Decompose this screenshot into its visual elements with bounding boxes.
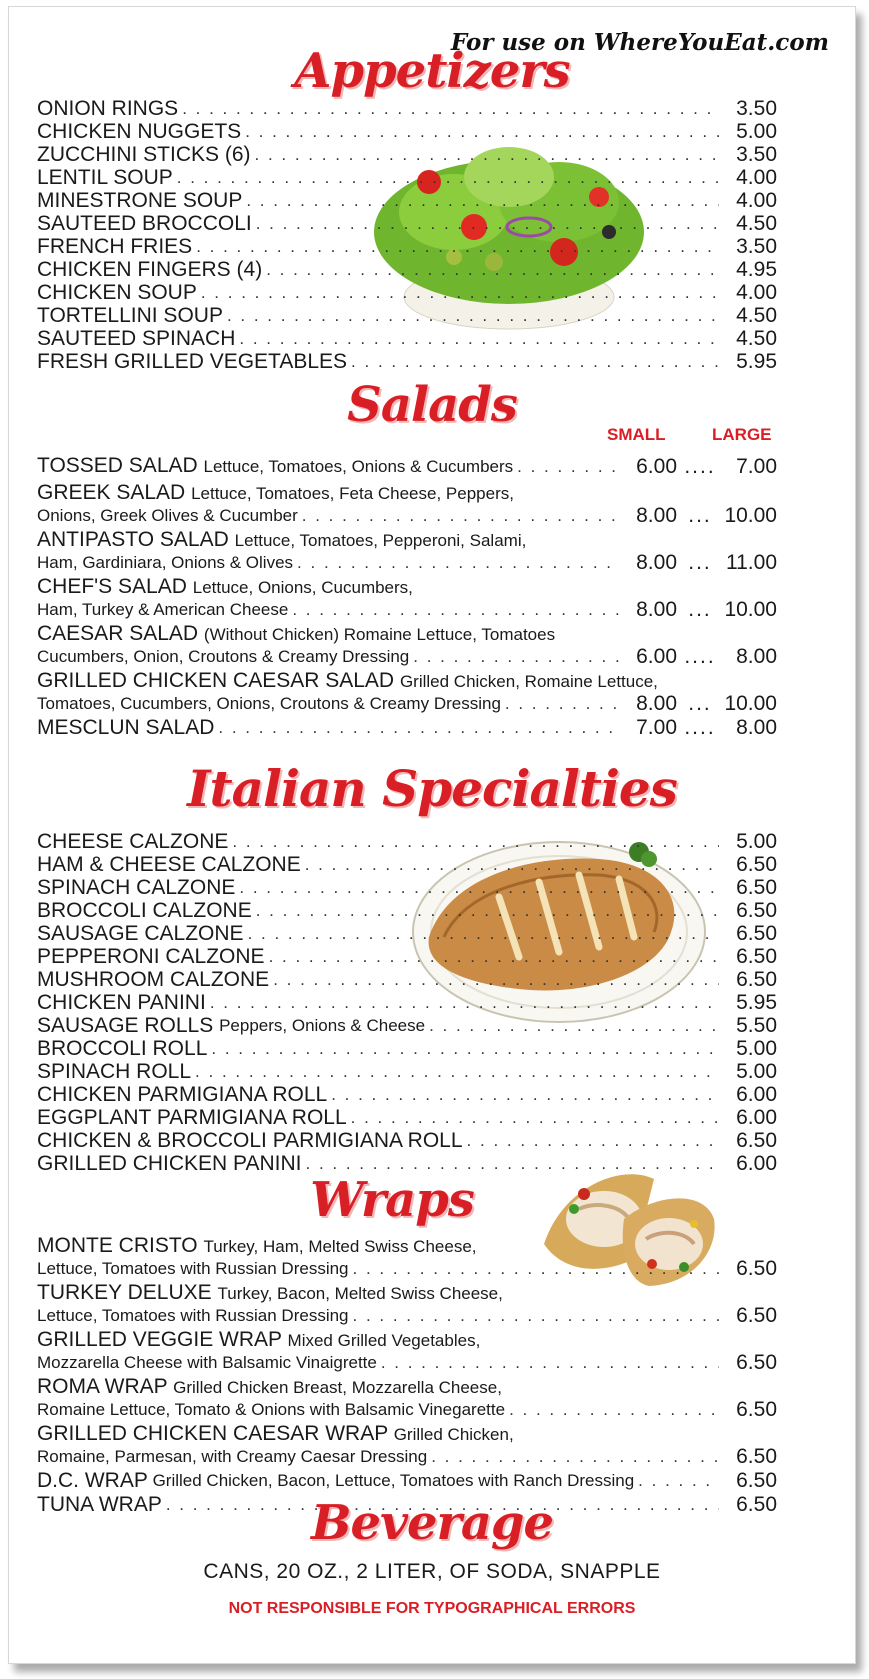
item-name: MONTE CRISTO bbox=[37, 1234, 198, 1257]
item-description: Romaine, Parmesan, with Creamy Caesar Dressing bbox=[37, 1447, 428, 1466]
item-name: ZUCCHINI STICKS (6) bbox=[37, 143, 251, 166]
item-name: TURKEY DELUXE bbox=[37, 1281, 212, 1304]
menu-item bbox=[37, 968, 777, 991]
appetizers-list bbox=[37, 97, 777, 373]
item-description: Grilled Chicken, Bacon, Lettuce, Tomatoes with Ranch Dressing bbox=[152, 1471, 635, 1490]
item-price: 5.50 bbox=[736, 1014, 777, 1037]
item-name: BROCCOLI ROLL bbox=[37, 1037, 208, 1060]
item-price: 6.50 bbox=[736, 1398, 777, 1421]
item-name: GREEK SALAD bbox=[37, 481, 186, 504]
menu-page bbox=[8, 6, 856, 1664]
menu-item: MESCLUN SALAD . . . 7.00 .... 8.00 bbox=[37, 717, 777, 739]
item-price: 6.50 bbox=[736, 853, 777, 876]
item-price: 6.50 bbox=[736, 1351, 777, 1374]
item-name: SAUTEED SPINACH bbox=[37, 327, 236, 350]
menu-item bbox=[37, 120, 777, 143]
item-name: GRILLED CHICKEN CAESAR WRAP bbox=[37, 1422, 388, 1445]
item-description: Grilled Chicken Breast, Mozzarella Cheese, bbox=[173, 1378, 502, 1397]
item-price: 4.50 bbox=[736, 304, 777, 327]
italian-specialties-heading: Italian Specialties bbox=[187, 759, 677, 818]
item-name: LENTIL SOUP bbox=[37, 166, 173, 189]
menu-item bbox=[37, 1423, 777, 1468]
menu-item bbox=[37, 1037, 777, 1060]
item-name: CHICKEN PANINI bbox=[37, 991, 206, 1014]
item-description: Tomatoes, Cucumbers, Onions, Croutons & Creamy Dressing bbox=[37, 694, 501, 713]
item-name: FRENCH FRIES bbox=[37, 235, 193, 258]
large-price: 10.00 bbox=[724, 598, 777, 621]
item-name: CHICKEN PARMIGIANA ROLL bbox=[37, 1083, 328, 1106]
menu-item: ANTIPASTO SALAD Lettuce, Tomatoes, Pepperoni, Salami, Ham, Gardiniara, Onions & Olives . . . 8.00 ... 11.00 bbox=[37, 529, 777, 574]
menu-item bbox=[37, 1106, 777, 1129]
item-description: Ham, Gardiniara, Onions & Olives bbox=[37, 553, 294, 572]
item-name: CHICKEN & BROCCOLI PARMIGIANA ROLL bbox=[37, 1129, 463, 1152]
menu-item bbox=[37, 189, 777, 212]
item-name: MUSHROOM CALZONE bbox=[37, 968, 270, 991]
item-name: TOSSED SALAD bbox=[37, 454, 198, 477]
menu-item bbox=[37, 281, 777, 304]
item-name: ANTIPASTO SALAD bbox=[37, 528, 229, 551]
small-column-header: SMALL bbox=[607, 425, 666, 444]
menu-item bbox=[37, 945, 777, 968]
item-name: CHEF'S SALAD bbox=[37, 575, 187, 598]
item-description: Grilled Chicken, bbox=[393, 1425, 514, 1444]
item-description: Grilled Chicken, Romaine Lettuce, bbox=[399, 672, 658, 691]
menu-item bbox=[37, 876, 777, 899]
small-price: 6.00 bbox=[636, 645, 677, 668]
wraps-list bbox=[37, 1235, 777, 1516]
item-description: Mixed Grilled Vegetables, bbox=[287, 1331, 481, 1350]
item-name: CHEESE CALZONE bbox=[37, 830, 229, 853]
menu-item bbox=[37, 1083, 777, 1106]
menu-item: TOSSED SALAD Lettuce, Tomatoes, Onions & Cucumbers . . . 6.00 .... 7.00 bbox=[37, 455, 777, 478]
menu-item: GRILLED CHICKEN CAESAR SALAD Grilled Chicken, Romaine Lettuce, Tomatoes, Cucumbers, Onions, Croutons & Creamy Dressing . . . 8.00 ... 10.00 bbox=[37, 670, 777, 715]
small-price: 8.00 bbox=[636, 692, 677, 715]
small-price: 7.00 bbox=[636, 716, 677, 739]
menu-item bbox=[37, 922, 777, 945]
menu-item bbox=[37, 304, 777, 327]
menu-item: CHEF'S SALAD Lettuce, Onions, Cucumbers, Ham, Turkey & American Cheese . . . 8.00 ... 10.00 bbox=[37, 576, 777, 621]
item-price: 6.50 bbox=[736, 945, 777, 968]
item-description: Turkey, Ham, Melted Swiss Cheese, bbox=[203, 1237, 477, 1256]
item-description: Romaine Lettuce, Tomato & Onions with Balsamic Vinegarette bbox=[37, 1400, 506, 1419]
item-price: 6.50 bbox=[736, 1469, 777, 1492]
large-price: 11.00 bbox=[726, 551, 777, 574]
item-description: Lettuce, Tomatoes with Russian Dressing bbox=[37, 1306, 349, 1325]
item-description: Ham, Turkey & American Cheese bbox=[37, 600, 289, 619]
item-name: TUNA WRAP bbox=[37, 1493, 162, 1516]
large-price: 8.00 bbox=[736, 716, 777, 739]
item-price: 5.00 bbox=[736, 1060, 777, 1083]
disclaimer-note: NOT RESPONSIBLE FOR TYPOGRAPHICAL ERRORS bbox=[228, 1600, 636, 1617]
item-price: 4.95 bbox=[736, 258, 777, 281]
menu-item bbox=[37, 350, 777, 373]
item-description: Lettuce, Tomatoes, Feta Cheese, Peppers, bbox=[191, 484, 514, 503]
small-price: 8.00 bbox=[636, 598, 677, 621]
item-price: 3.50 bbox=[736, 97, 777, 120]
menu-item bbox=[37, 143, 777, 166]
item-price: 6.50 bbox=[736, 1493, 777, 1516]
item-name: SAUTEED BROCCOLI bbox=[37, 212, 252, 235]
salads-list bbox=[37, 455, 777, 739]
item-price: 6.50 bbox=[736, 876, 777, 899]
item-price: 5.00 bbox=[736, 120, 777, 143]
menu-item bbox=[37, 830, 777, 853]
menu-item bbox=[37, 1376, 777, 1421]
item-price: 3.50 bbox=[736, 143, 777, 166]
item-name: GRILLED CHICKEN CAESAR SALAD bbox=[37, 669, 395, 692]
item-name: SAUSAGE ROLLS bbox=[37, 1014, 214, 1037]
small-price: 6.00 bbox=[636, 455, 677, 478]
item-name: SPINACH CALZONE bbox=[37, 876, 236, 899]
salads-heading: Salads bbox=[347, 377, 517, 433]
menu-item: CAESAR SALAD (Without Chicken) Romaine Lettuce, Tomatoes Cucumbers, Onion, Croutons & Creamy Dressing . . . 6.00 .... 8.00 bbox=[37, 623, 777, 668]
item-description: Lettuce, Onions, Cucumbers, bbox=[192, 578, 413, 597]
item-name: CHICKEN NUGGETS bbox=[37, 120, 242, 143]
item-price: 6.00 bbox=[736, 1152, 777, 1175]
item-price: 6.50 bbox=[736, 1257, 777, 1280]
menu-item bbox=[37, 991, 777, 1014]
item-description: Mozzarella Cheese with Balsamic Vinaigrette bbox=[37, 1353, 377, 1372]
wraps-heading: Wraps bbox=[310, 1172, 474, 1228]
item-price: 6.50 bbox=[736, 1129, 777, 1152]
item-name: PEPPERONI CALZONE bbox=[37, 945, 265, 968]
item-name: CHICKEN SOUP bbox=[37, 281, 197, 304]
item-price: 5.95 bbox=[736, 350, 777, 373]
menu-item bbox=[37, 212, 777, 235]
menu-item bbox=[37, 327, 777, 350]
item-name: GRILLED CHICKEN PANINI bbox=[37, 1152, 302, 1175]
item-name: SPINACH ROLL bbox=[37, 1060, 192, 1083]
italian-specialties-list bbox=[37, 830, 777, 1175]
item-description: Lettuce, Tomatoes with Russian Dressing bbox=[37, 1259, 349, 1278]
item-price: 6.50 bbox=[736, 1445, 777, 1468]
menu-item bbox=[37, 166, 777, 189]
item-name: SAUSAGE CALZONE bbox=[37, 922, 244, 945]
item-price: 4.00 bbox=[736, 166, 777, 189]
item-price: 5.00 bbox=[736, 830, 777, 853]
item-name: ONION RINGS bbox=[37, 97, 179, 120]
item-name: ROMA WRAP bbox=[37, 1375, 168, 1398]
item-description: Lettuce, Tomatoes, Onions & Cucumbers bbox=[203, 457, 514, 476]
item-price: 6.50 bbox=[736, 968, 777, 991]
item-price: 6.50 bbox=[736, 922, 777, 945]
large-price: 10.00 bbox=[724, 504, 777, 527]
item-description: Onions, Greek Olives & Cucumber bbox=[37, 506, 298, 525]
item-price: 5.00 bbox=[736, 1037, 777, 1060]
menu-item bbox=[37, 1129, 777, 1152]
menu-item bbox=[37, 899, 777, 922]
item-name: CHICKEN FINGERS (4) bbox=[37, 258, 263, 281]
menu-item bbox=[37, 1014, 777, 1037]
menu-item: GREEK SALAD Lettuce, Tomatoes, Feta Cheese, Peppers, Onions, Greek Olives & Cucumber . . . 8.00 ... 10.00 bbox=[37, 482, 777, 527]
item-name: D.C. WRAP bbox=[37, 1469, 148, 1492]
large-price: 7.00 bbox=[736, 455, 777, 478]
menu-item bbox=[37, 1470, 777, 1492]
item-price: 4.50 bbox=[736, 212, 777, 235]
item-price: 6.50 bbox=[736, 1304, 777, 1327]
menu-item bbox=[37, 1329, 777, 1374]
small-price: 8.00 bbox=[636, 551, 677, 574]
item-price: 6.00 bbox=[736, 1106, 777, 1129]
item-description: Turkey, Bacon, Melted Swiss Cheese, bbox=[217, 1284, 503, 1303]
item-description: Peppers, Onions & Cheese bbox=[219, 1016, 426, 1035]
item-name: GRILLED VEGGIE WRAP bbox=[37, 1328, 282, 1351]
item-name: EGGPLANT PARMIGIANA ROLL bbox=[37, 1106, 347, 1129]
item-price: 5.95 bbox=[736, 991, 777, 1014]
item-description: (Without Chicken) Romaine Lettuce, Tomatoes bbox=[203, 625, 556, 644]
menu-item bbox=[37, 258, 777, 281]
menu-item bbox=[37, 1060, 777, 1083]
item-price: 4.00 bbox=[736, 189, 777, 212]
item-price: 4.00 bbox=[736, 281, 777, 304]
item-price: 6.00 bbox=[736, 1083, 777, 1106]
item-name: FRESH GRILLED VEGETABLES bbox=[37, 350, 348, 373]
item-price: 6.50 bbox=[736, 899, 777, 922]
item-name: TORTELLINI SOUP bbox=[37, 304, 223, 327]
item-name: CAESAR SALAD bbox=[37, 622, 199, 645]
large-price: 10.00 bbox=[724, 692, 777, 715]
item-name: MESCLUN SALAD bbox=[37, 716, 215, 739]
large-price: 8.00 bbox=[736, 645, 777, 668]
menu-item bbox=[37, 1235, 777, 1280]
watermark: For use on WhereYouEat.com bbox=[450, 29, 829, 56]
appetizers-heading: Appetizers bbox=[294, 43, 570, 99]
item-name: HAM & CHEESE CALZONE bbox=[37, 853, 301, 876]
item-name: MINESTRONE SOUP bbox=[37, 189, 243, 212]
small-price: 8.00 bbox=[636, 504, 677, 527]
beverage-heading: Beverage bbox=[310, 1495, 554, 1551]
item-description: Cucumbers, Onion, Croutons & Creamy Dressing bbox=[37, 647, 410, 666]
item-description: Lettuce, Tomatoes, Pepperoni, Salami, bbox=[234, 531, 527, 550]
menu-item bbox=[37, 853, 777, 876]
menu-item bbox=[37, 235, 777, 258]
beverage-text: CANS, 20 OZ., 2 LITER, OF SODA, SNAPPLE bbox=[203, 1560, 661, 1583]
large-column-header: LARGE bbox=[712, 425, 772, 444]
menu-item bbox=[37, 1282, 777, 1327]
item-price: 3.50 bbox=[736, 235, 777, 258]
item-price: 4.50 bbox=[736, 327, 777, 350]
item-name: BROCCOLI CALZONE bbox=[37, 899, 252, 922]
menu-item bbox=[37, 97, 777, 120]
